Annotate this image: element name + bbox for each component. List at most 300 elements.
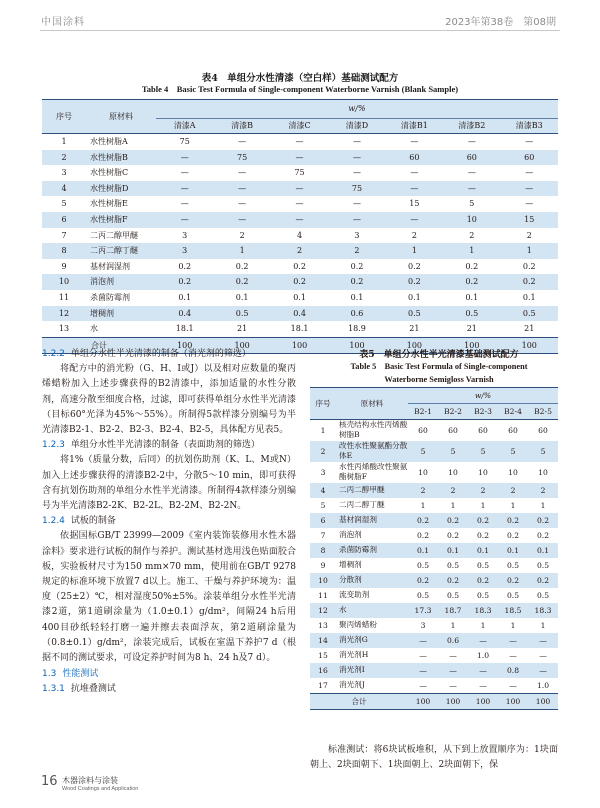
table4-row <box>42 306 558 322</box>
table4-sample-header: 清漆B2 <box>443 119 500 134</box>
table4-cell-material: 水性树脂E <box>90 199 128 209</box>
table5-cell-value: 3 <box>420 620 426 630</box>
table5-header-unit: w/% <box>408 388 558 404</box>
table5-cell-value: 0.2 <box>536 515 550 525</box>
table5-cell-material: 核壳结构水性丙烯酸树脂B <box>339 420 408 440</box>
table5-caption-en-line1: Table 5 Basic Test Formula of Single-component <box>350 362 528 371</box>
table4-cell-no: 12 <box>58 308 70 318</box>
table5-cell-value: 0.8 <box>506 665 520 675</box>
section-title: 抗堆叠测试 <box>70 684 116 695</box>
table5-row <box>310 543 558 558</box>
table5-cell-value: 0.2 <box>536 530 550 540</box>
table4-row <box>42 259 558 275</box>
table4-cell-value: — <box>525 199 534 209</box>
table5-cell-value: 60 <box>478 425 488 435</box>
table5-cell-no: 12 <box>318 605 328 615</box>
table5-cell-no: 2 <box>320 446 326 456</box>
table5-cell-value: 10 <box>508 467 518 477</box>
table5-cell-no: 10 <box>318 575 328 585</box>
table4-cell-value: 1 <box>239 246 245 256</box>
table5-cell-value: 17.3 <box>414 605 432 615</box>
table4-cell-value: 0.2 <box>408 277 421 287</box>
table5-cell-value: 0.1 <box>536 545 550 555</box>
table4-caption-cn: 表4 单组分水性清漆（空白样）基础测试配方 <box>201 73 399 84</box>
table5-cell-value: — <box>509 680 517 690</box>
table4-cell-no: 3 <box>61 168 67 178</box>
table4-cell-value: 0.2 <box>522 277 536 287</box>
table5-cell-no: 7 <box>320 530 326 540</box>
table4-cell-no: 6 <box>61 214 67 224</box>
table4-cell-value: 15 <box>524 214 535 224</box>
table5-row <box>310 513 558 528</box>
footer-journal-cn: 木器涂料与涂装 <box>62 776 118 785</box>
table5-cell-no: 6 <box>320 515 326 525</box>
table4-total-value: 100 <box>386 337 443 354</box>
table5-cell-value: 0.2 <box>416 515 430 525</box>
table5-cell-value: — <box>449 650 457 660</box>
table4-cell-value: 1 <box>469 246 475 256</box>
table5-row <box>310 420 558 441</box>
table4-header-material: 原材料 <box>86 100 156 134</box>
table4-cell-material: 水性树脂C <box>90 168 129 178</box>
table4-cell-value: 60 <box>524 152 535 162</box>
table4-total-label: 合计 <box>42 337 156 354</box>
table5-sample-header: B2-4 <box>498 404 528 420</box>
table5-cell-material: 消光剂G <box>339 635 368 644</box>
table5-cell-value: 18.5 <box>504 605 522 615</box>
table4-cell-no: 7 <box>61 230 67 240</box>
table4-cell-value: — <box>525 137 534 146</box>
paragraph: 标准测试：将6块试板堆积，从下到上放置顺序为：1块面朝上、2块面朝下、1块面朝上、2块面朝下，保 <box>310 745 558 771</box>
table4-cell-value: — <box>238 183 247 193</box>
table5-cell-value: 0.5 <box>506 560 520 570</box>
table5-cell-material: 消光剂J <box>339 680 365 689</box>
table4-cell-value: 0.6 <box>350 308 364 318</box>
section-title: 单组分水性半光清漆的制备（表面助剂的筛选） <box>70 440 260 451</box>
table5-cell-value: 2 <box>510 485 516 495</box>
table5-cell-value: — <box>419 650 427 660</box>
table4-cell-value: 75 <box>179 137 190 146</box>
table5-sample-header: B2-3 <box>468 404 498 420</box>
table4-cell-value: 75 <box>351 183 363 193</box>
table4-cell-value: 0.2 <box>235 277 249 287</box>
table5-cell-no: 17 <box>318 680 328 690</box>
table4-cell-no: 2 <box>61 152 67 162</box>
table5-cell-value: 0.2 <box>506 515 520 525</box>
issue-info: 2023年第38卷 第08期 <box>445 17 556 28</box>
table5-cell-value: 0.5 <box>416 590 430 600</box>
table5-sample-header: B2-2 <box>438 404 468 420</box>
table5-cell-no: 14 <box>318 635 328 645</box>
table5-cell-value: 0.1 <box>506 545 520 555</box>
table4-sample-header: 清漆D <box>328 119 385 134</box>
table4-row <box>42 274 558 290</box>
table5-cell-value: 0.1 <box>416 545 430 555</box>
table4-header-unit: w/% <box>156 100 558 119</box>
table4-row <box>42 165 558 181</box>
table5-cell-value: — <box>479 665 487 675</box>
table4-row <box>42 212 558 228</box>
table4-cell-value: — <box>295 199 304 209</box>
table5-cell-value: — <box>539 665 547 675</box>
table5-row <box>310 558 558 573</box>
table4-cell-value: 0.1 <box>293 292 306 302</box>
table4-cell-value: 0.5 <box>235 308 249 318</box>
table4-cell-value: — <box>295 137 304 146</box>
table5-cell-material: 水性丙烯酸改性聚氨酯树脂F <box>339 462 408 481</box>
table5-cell-value: 10 <box>478 467 488 477</box>
table4-cell-value: 0.2 <box>293 277 306 287</box>
table4-cell-value: 3 <box>182 246 188 256</box>
table4-cell-material: 水 <box>90 324 98 334</box>
table5-sample-header: B2-1 <box>408 404 438 420</box>
table5-cell-value: 10 <box>418 467 428 477</box>
table5-cell-value: 1.0 <box>536 680 550 690</box>
table4-row <box>42 150 558 166</box>
table4-cell-value: 2 <box>411 230 417 240</box>
section-number: 1.2.2 <box>42 349 65 359</box>
table4-cell-value: — <box>352 199 361 209</box>
table4-cell-value: 0.2 <box>350 261 364 271</box>
table4-cell-value: — <box>180 168 189 178</box>
table5-cell-value: 0.5 <box>536 590 550 600</box>
table4-cell-material: 水性树脂B <box>90 152 128 162</box>
table5-cell-material: 流变助剂 <box>339 590 370 599</box>
table4-row <box>42 228 558 244</box>
table5-cell-value: 1 <box>480 500 486 510</box>
table5-caption-en-line2: Waterborne Semigloss Varnish <box>384 375 494 384</box>
table4-cell-value: — <box>467 183 476 193</box>
table4-cell-value: — <box>180 183 189 193</box>
table5-cell-material: 二丙二醇丁醚 <box>339 500 385 509</box>
table4-cell-value: — <box>352 168 361 178</box>
table5-total-value: 100 <box>468 693 498 709</box>
table4-cell-value: 60 <box>466 152 477 162</box>
table4-cell-no: 11 <box>58 292 70 302</box>
table5-cell-value: 0.5 <box>446 560 460 570</box>
table5-cell-value: 0.2 <box>416 530 430 540</box>
table5-cell-value: 2 <box>450 485 456 495</box>
table4-cell-value: 0.2 <box>408 261 421 271</box>
table5-cell-value: 0.5 <box>446 590 460 600</box>
table5-cell-value: 0.2 <box>476 575 490 585</box>
table5-cell-value: 1 <box>510 620 516 630</box>
table5-cell-value: 0.2 <box>476 530 490 540</box>
table5-cell-value: 5 <box>540 446 546 456</box>
table5-cell-value: 60 <box>508 425 518 435</box>
section-number: 1.3 <box>42 669 57 680</box>
table5-cell-value: 0.1 <box>476 545 490 555</box>
table4-cell-value: 0.5 <box>408 308 421 318</box>
table4-cell-value: 0.2 <box>235 261 249 271</box>
table4-total-value: 100 <box>501 337 558 354</box>
table5-total-label: 合计 <box>310 693 408 709</box>
table4-sample-header: 清漆B <box>213 119 270 134</box>
section-number: 1.3.1 <box>42 684 65 695</box>
table5-header-no: 序号 <box>310 388 336 420</box>
table4-row <box>42 290 558 306</box>
section-number: 1.2.3 <box>42 440 65 451</box>
table5-cell-value: 18.3 <box>534 605 552 615</box>
table5-cell-no: 9 <box>320 560 326 570</box>
table4-cell-value: 75 <box>237 152 248 162</box>
table4-cell-value: — <box>410 214 419 224</box>
table4-row <box>42 321 558 337</box>
table5-cell-value: 0.6 <box>446 635 460 645</box>
table5-cell-value: 0.2 <box>476 515 490 525</box>
table4-cell-value: 0.2 <box>178 277 192 287</box>
table4-cell-no: 10 <box>58 277 70 287</box>
table5-row <box>310 678 558 694</box>
table5-cell-no: 8 <box>320 545 326 555</box>
table5-cell-value: 0.2 <box>506 575 520 585</box>
table5-cell-material: 改性水性聚氨酯分散体E <box>339 441 408 460</box>
paragraph: 依据国标GB/T 23999—2009《室内装饰装修用水性木器涂料》要求进行试板的制作与养护。测试基材选用浅色贴面胶合板，实验板材尺寸为150 mm×70 mm，使用前在GB/T 9278规定的标准环境下放置7 d以上。施工、干燥与养护环境为：温度（25±2）℃，相对湿度50%±5%。涂装单组分水性半光清漆2道，第1道刷涂量为（1.0±0.1）g/dm²，间隔24 h后用400目砂纸轻轻打磨一遍并擦去表面浮灰，第2道刷涂量为（0.8±0.1）g/dm²，涂装完成后，试板在室温下养护7 d（根据不同的测试要求，可设定养护时间为8 h、24 h及7 d）。 <box>42 531 296 664</box>
table4-cell-value: 18.1 <box>290 324 309 334</box>
table4-cell-value: 2 <box>354 246 360 256</box>
table4-cell-value: — <box>410 183 419 193</box>
table4-cell-material: 增稠剂 <box>90 308 114 318</box>
table4-cell-material: 水性树脂A <box>90 137 128 146</box>
table4-cell-value: — <box>525 168 534 178</box>
table4-cell-value: 0.5 <box>522 308 536 318</box>
table4-cell-value: 0.2 <box>465 277 479 287</box>
table4-cell-value: 1 <box>411 246 417 256</box>
table5-cell-value: 1.0 <box>476 650 490 660</box>
table4-cell-value: 0.5 <box>465 308 479 318</box>
table4-cell-value: 4 <box>297 230 303 240</box>
page-number: 16 <box>41 774 58 789</box>
table4-cell-no: 9 <box>61 261 67 271</box>
table4-row <box>42 181 558 197</box>
table5-row <box>310 483 558 498</box>
table5-cell-value: — <box>419 680 427 690</box>
table5-cell-value: 18.7 <box>444 605 462 615</box>
table5-cell-material: 水 <box>339 605 347 614</box>
table4-cell-value: 21 <box>237 324 248 334</box>
table4-cell-value: 15 <box>409 199 420 209</box>
table4-row <box>42 196 558 212</box>
table4-cell-value: 18.1 <box>175 324 194 334</box>
table5-cell-value: 1 <box>510 500 516 510</box>
table4-cell-no: 8 <box>61 246 67 256</box>
table5-cell-no: 13 <box>318 620 328 630</box>
table5-row <box>310 648 558 663</box>
table5-cell-value: 1 <box>540 500 546 510</box>
table5-cell-value: 0.2 <box>536 575 550 585</box>
table5-cell-value: 60 <box>448 425 458 435</box>
table4-cell-value: 60 <box>409 152 420 162</box>
table4-cell-value: 0.1 <box>235 292 249 302</box>
table4-total-value: 100 <box>156 337 213 354</box>
table5-row <box>310 633 558 648</box>
table4-cell-value: 21 <box>466 324 477 334</box>
table5-row <box>310 462 558 483</box>
table4-cell-no: 4 <box>61 183 67 193</box>
table5-total-row <box>310 693 558 709</box>
table5-cell-value: 10 <box>448 467 458 477</box>
table5-cell-material: 基材润湿剂 <box>339 515 377 524</box>
table5-cell-value: — <box>479 680 487 690</box>
table5-row <box>310 588 558 603</box>
table4-cell-value: 0.2 <box>293 261 306 271</box>
table5-cell-material: 杀菌防霉剂 <box>339 545 377 554</box>
table4-total-value: 100 <box>271 337 328 354</box>
table5-cell-value: — <box>539 650 547 660</box>
table4-cell-value: 2 <box>297 246 303 256</box>
table4-sample-header: 清漆C <box>271 119 328 134</box>
table5-cell-value: 1 <box>540 620 546 630</box>
section-title: 单组分水性半光清漆的制备（消光剂的筛选） <box>70 349 251 359</box>
table4-cell-value: 3 <box>182 230 188 240</box>
table4-cell-value: — <box>238 168 247 178</box>
table5-cell-no: 16 <box>318 665 328 675</box>
table5-cell-material: 增稠剂 <box>339 560 362 569</box>
table5-cell-value: 0.5 <box>476 560 490 570</box>
table4-cell-no: 1 <box>61 137 67 146</box>
table5-cell-value: 2 <box>420 485 426 495</box>
table4-cell-value: 2 <box>239 230 245 240</box>
table5-cell-value: 0.5 <box>506 590 520 600</box>
table4-cell-value: — <box>238 137 247 146</box>
table5-cell-value: 1 <box>480 620 486 630</box>
table4-cell-value: 21 <box>524 324 535 334</box>
table5-cell-value: 0.5 <box>476 590 490 600</box>
table4-cell-value: — <box>467 137 476 146</box>
table5-cell-value: — <box>419 635 427 645</box>
table5-cell-value: — <box>449 665 457 675</box>
table4-cell-value: 2 <box>526 230 532 240</box>
table4-cell-value: 0.1 <box>465 292 479 302</box>
table5-cell-no: 5 <box>320 500 326 510</box>
table4-cell-value: 1 <box>526 246 532 256</box>
table4-cell-value: — <box>410 137 419 146</box>
table5-cell-value: 60 <box>538 425 548 435</box>
table5-cell-material: 消光剂H <box>339 650 369 659</box>
table4-row <box>42 134 558 150</box>
table4-cell-material: 水性树脂F <box>90 214 128 224</box>
table5-cell-value: — <box>479 635 487 645</box>
table4-cell-value: — <box>352 152 361 162</box>
table5-cell-value: — <box>449 680 457 690</box>
table4-cell-value: — <box>352 214 361 224</box>
table4-cell-value: 3 <box>354 230 360 240</box>
table5-cell-no: 15 <box>318 650 328 660</box>
footer-journal-en: Wood Coatings and Application <box>62 786 139 792</box>
left-column <box>42 347 296 698</box>
table5-cell-value: 0.5 <box>416 560 430 570</box>
table4-cell-material: 基材润湿剂 <box>90 261 130 271</box>
table4-cell-value: — <box>467 168 476 178</box>
table4-row <box>42 243 558 259</box>
table4-cell-value: 0.4 <box>293 308 306 318</box>
table4-sample-header: 清漆B1 <box>386 119 443 134</box>
table5 <box>310 387 558 710</box>
table5-caption-cn: 表5 单组分水性半光清漆基础测试配方 <box>359 350 519 360</box>
table4-cell-value: 2 <box>469 230 475 240</box>
table4-cell-value: 21 <box>409 324 420 334</box>
table4-cell-value: 0.1 <box>408 292 421 302</box>
table4-sample-header: 清漆A <box>156 119 213 134</box>
table5-cell-value: 5 <box>480 446 486 456</box>
header-rule <box>40 30 560 31</box>
table5-cell-no: 1 <box>320 425 326 435</box>
table5-row <box>310 603 558 618</box>
table5-cell-value: 5 <box>510 446 516 456</box>
table4-cell-value: 0.2 <box>522 261 536 271</box>
table4-cell-value: 75 <box>294 168 305 178</box>
table4-cell-value: — <box>180 214 189 224</box>
table5-cell-value: 1 <box>450 620 456 630</box>
table4-cell-value: — <box>295 183 304 193</box>
table5-total-value: 100 <box>498 693 528 709</box>
table5-cell-no: 11 <box>318 590 328 600</box>
paragraph: 将1%（质量分数，后同）的抗划伤助剂（K、L、M或N）加入上述步骤获得的清漆B2-2中，分散5～10 min，即可获得含有抗划伤助剂的单组分水性半光清漆。所制得4款样漆分别编号为半光清漆B2-2K、B2-2L、B2-2M、B2-2N。 <box>42 455 296 512</box>
table5-cell-value: — <box>419 665 427 675</box>
table4 <box>42 99 558 354</box>
table5-cell-value: 0.2 <box>446 575 460 585</box>
table4-cell-value: 0.2 <box>465 261 479 271</box>
table5-row <box>310 528 558 543</box>
table4-cell-value: 0.4 <box>178 308 192 318</box>
table4-cell-value: — <box>352 137 361 146</box>
table5-cell-value: 2 <box>540 485 546 495</box>
table5-sample-header: B2-5 <box>528 404 558 420</box>
table5-cell-value: 18.3 <box>474 605 492 615</box>
table5-cell-value: 0.2 <box>446 515 460 525</box>
table4-cell-value: — <box>410 168 419 178</box>
table5-cell-material: 消光剂I <box>339 665 365 674</box>
table4-cell-value: 0.1 <box>178 292 192 302</box>
table4-cell-no: 5 <box>61 199 67 209</box>
table4-sample-header: 清漆B3 <box>501 119 558 134</box>
table4-cell-value: 0.1 <box>522 292 536 302</box>
table4-cell-no: 13 <box>58 324 70 334</box>
table4-cell-value: 0.1 <box>350 292 364 302</box>
table5-cell-value: 1 <box>450 500 456 510</box>
table4-cell-value: — <box>295 214 304 224</box>
table4-total-value: 100 <box>213 337 270 354</box>
table5-row <box>310 573 558 588</box>
table5-cell-value: 2 <box>480 485 486 495</box>
section-title: 试板的制备 <box>70 516 116 527</box>
table4-cell-material: 消泡剂 <box>90 277 114 287</box>
table5-total-value: 100 <box>528 693 558 709</box>
table5-cell-no: 3 <box>320 467 326 477</box>
table5-cell-material: 二丙二醇甲醚 <box>339 485 385 494</box>
table4-cell-value: — <box>525 183 534 193</box>
table5-total-value: 100 <box>408 693 438 709</box>
table5-cell-value: 1 <box>420 500 426 510</box>
table5-cell-value: — <box>539 635 547 645</box>
table5-caption-en <box>320 360 558 386</box>
table4-header-no: 序号 <box>42 100 86 134</box>
section-number: 1.2.4 <box>42 516 65 527</box>
table5-cell-value: 10 <box>538 467 548 477</box>
table4-cell-material: 水性树脂D <box>90 183 129 193</box>
table5-row <box>310 441 558 462</box>
table5-row <box>310 618 558 633</box>
table5-total-value: 100 <box>438 693 468 709</box>
table5-cell-value: — <box>509 650 517 660</box>
table4-cell-value: 0.2 <box>350 277 364 287</box>
table4-total-value: 100 <box>443 337 500 354</box>
journal-name: 中国涂料 <box>41 17 85 28</box>
paragraph: 将配方中的消光粉（G、H、I或J）以及相对应数量的聚丙烯蜡粉加入上述步骤获得的B2清漆中，添加适量的水性分散剂，高速分散至细度合格，过滤，即可获得单组分水性半光清漆（目标60°光泽为45%～55%）。所制得5款样漆分别编号为半光清漆B2-1、B2-2、B2-3、B2-4、B2-5，具体配方见表5。 <box>42 364 296 436</box>
table5-header-material: 原材料 <box>336 388 408 420</box>
table4-cell-value: — <box>238 214 247 224</box>
table4-cell-value: — <box>238 199 247 209</box>
